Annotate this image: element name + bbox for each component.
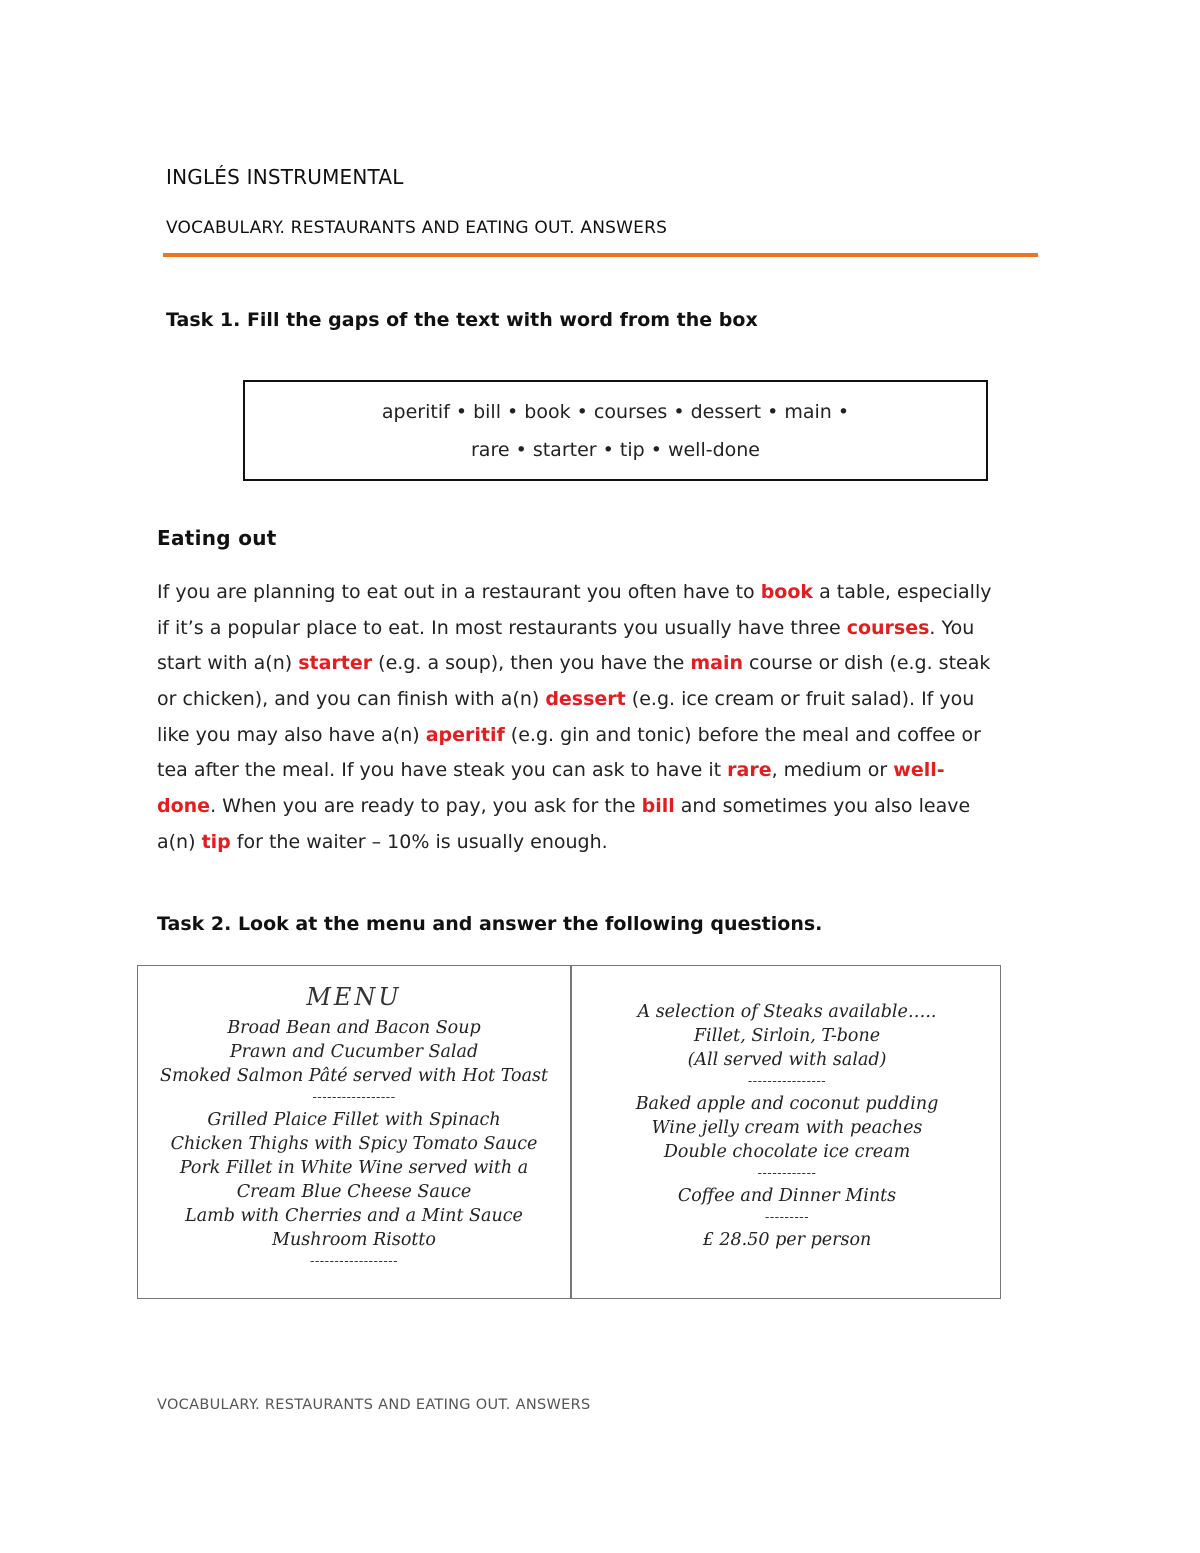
orange-divider [163,253,1038,257]
answer-word: rare [727,759,772,782]
answer-word: tip [201,830,231,853]
passage-text: a table, especially [813,581,992,603]
passage-text: (e.g. ice cream or fruit salad). If you [625,688,975,711]
passage-text: (e.g. a soup), then you have the [372,652,691,675]
menu-item: Pork Fillet in White Wine served with a [179,1158,529,1178]
menu-separator: --------- [764,1210,810,1225]
menu-item: Mushroom Risotto [272,1230,436,1250]
menu-item: Double chocolate ice cream [663,1142,911,1162]
passage-text: start with a(n) [157,652,299,675]
passage-line [157,682,1047,718]
menu-item: Lamb with Cherries and a Mint Sauce [185,1206,523,1226]
menu-item: Cream Blue Cheese Sauce [236,1182,472,1202]
passage-text: . When you are ready to pay, you ask for the [210,795,642,818]
course-title: INGLÉS INSTRUMENTAL [166,165,404,189]
page-footer: VOCABULARY. RESTAURANTS AND EATING OUT. ANSWERS [157,1397,591,1413]
menu-item: Wine jelly cream with peaches [651,1118,923,1138]
passage-line [157,575,1047,611]
passage-line [157,646,1047,682]
menu-item: Broad Bean and Bacon Soup [227,1018,481,1038]
task2-heading: Task 2. Look at the menu and answer the following questions. [157,913,823,935]
word-box [243,380,988,481]
eating-out-passage [157,575,1047,861]
menu-item: £ 28.50 per person [702,1230,872,1250]
passage-text: if it’s a popular place to eat. In most restaurants you usually have three [157,616,847,639]
menu-card [137,965,1001,1299]
passage-text: or chicken), and you can finish with a(n) [157,688,546,711]
menu-separator: ------------------ [309,1254,399,1269]
passage-line [157,753,1047,789]
word-box-line-1: aperitif • bill • book • courses • dessert • main • [381,400,850,423]
answer-word: starter [298,652,373,675]
passage-text: for the waiter – 10% is usually enough. [230,830,608,853]
answer-word: well- [893,759,945,782]
answer-word: main [690,652,744,675]
menu-right-column [572,966,1002,1298]
menu-title: MENU [306,983,402,1011]
task1-heading: Task 1. Fill the gaps of the text with word from the box [166,309,758,331]
passage-text: , medium or [771,759,894,782]
passage-text: and sometimes you also leave [674,795,971,818]
passage-line [157,611,1047,647]
passage-line [157,789,1047,825]
answer-word: bill [641,795,675,818]
menu-item: Prawn and Cucumber Salad [229,1042,479,1062]
eating-out-heading: Eating out [157,526,277,550]
menu-left-column [138,966,570,1298]
answer-word: dessert [545,688,626,711]
passage-text: If you are planning to eat out in a restaurant you often have to [157,581,761,603]
menu-separator: ------------ [757,1166,817,1181]
menu-item: (All served with salad) [687,1050,887,1070]
word-box-line-2: rare • starter • tip • well-done [471,438,760,461]
passage-line [157,718,1047,754]
answer-word: courses [846,616,930,639]
passage-text: course or dish (e.g. steak [743,652,991,675]
passage-text: like you may also have a(n) [157,723,426,746]
answer-word: book [760,581,814,603]
menu-item: Coffee and Dinner Mints [677,1186,897,1206]
menu-item: Baked apple and coconut pudding [635,1094,939,1114]
menu-item: Smoked Salmon Pâté served with Hot Toast [159,1066,549,1086]
menu-separator: ----------------- [312,1090,396,1105]
menu-separator: ---------------- [747,1074,827,1089]
passage-text: a(n) [157,830,202,853]
passage-text: (e.g. gin and tonic) before the meal and coffee or [504,723,981,746]
answer-word: done [157,795,211,818]
document-subtitle: VOCABULARY. RESTAURANTS AND EATING OUT. ANSWERS [166,218,668,238]
answer-word: aperitif [425,723,505,746]
passage-line [157,825,1047,861]
menu-item: A selection of Steaks available….. [637,1002,937,1022]
menu-item: Grilled Plaice Fillet with Spinach [207,1110,501,1130]
menu-item: Fillet, Sirloin, T-bone [693,1026,881,1046]
passage-text: tea after the meal. If you have steak you can ask to have it [157,759,728,782]
menu-item: Chicken Thighs with Spicy Tomato Sauce [170,1134,538,1154]
passage-text: . You [929,616,975,639]
